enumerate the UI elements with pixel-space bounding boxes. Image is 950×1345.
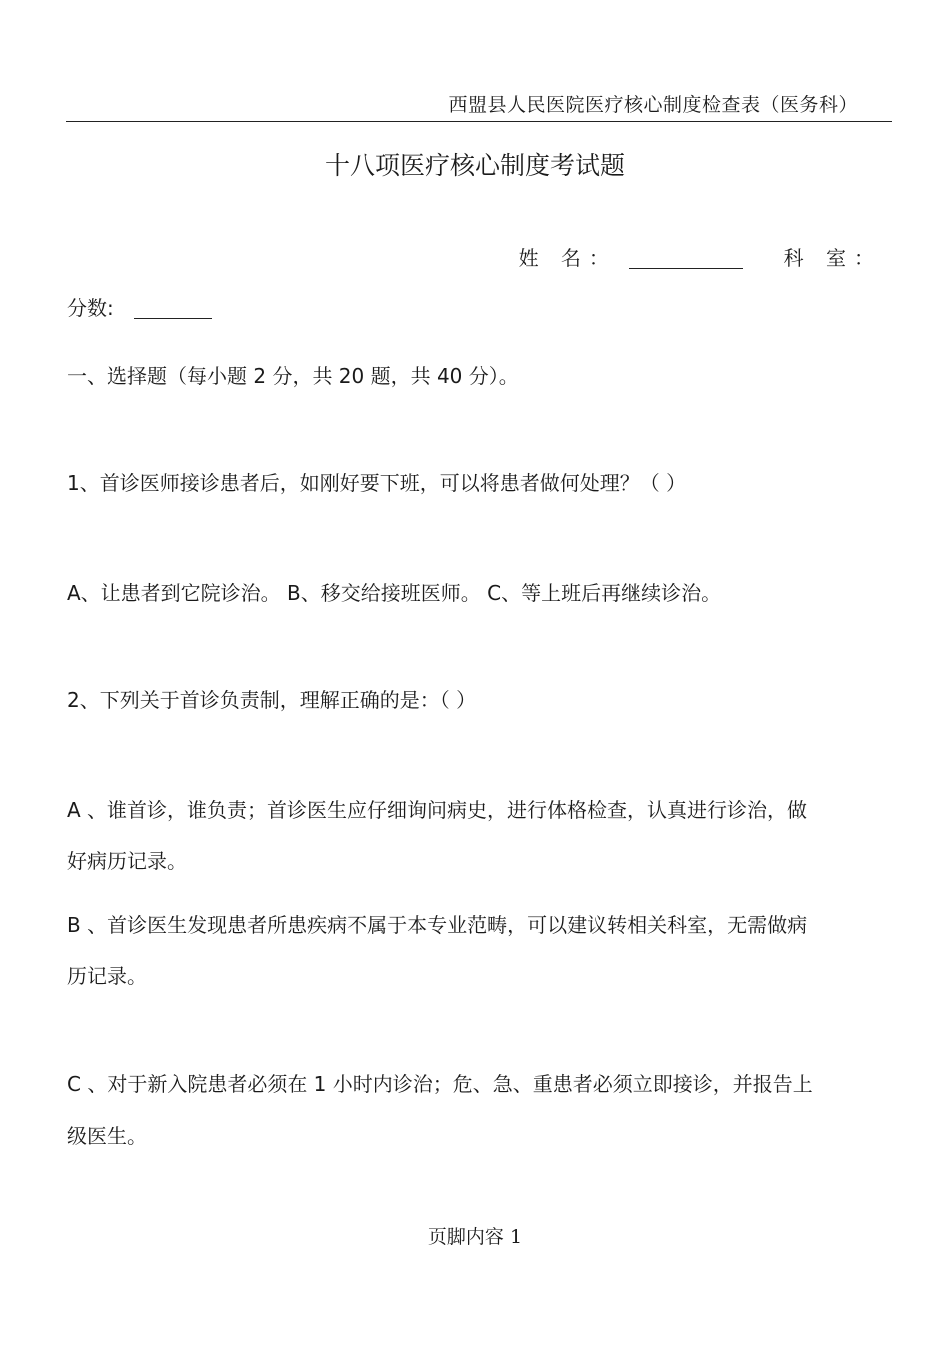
- name-blank: [629, 248, 743, 269]
- page-footer: 页脚内容 1: [427, 1226, 523, 1248]
- question-1-stem: 1、首诊医师接诊患者后，如刚好要下班，可以将患者做何处理？（ ）: [67, 471, 687, 495]
- section-heading: 一、选择题（每小题 2 分，共 20 题，共 40 分）。: [67, 364, 519, 388]
- dept-label: 科 室：: [783, 246, 882, 270]
- header-rule: [66, 121, 892, 122]
- score-blank: [134, 298, 212, 319]
- question-2-option-c-cont: 级医生。: [67, 1124, 147, 1148]
- question-2-option-b-cont: 历记录。: [67, 964, 147, 988]
- question-1-options: A、让患者到它院诊治。 B、移交给接班医师。 C、等上班后再继续诊治。: [67, 581, 722, 605]
- name-dept-line: [519, 242, 882, 271]
- question-2-option-c: C 、对于新入院患者必须在 1 小时内诊治；危、急、重患者必须立即接诊，并报告上: [67, 1072, 813, 1096]
- page-title: 十八项医疗核心制度考试题: [324, 151, 625, 180]
- name-label: 姓 名：: [518, 246, 617, 270]
- score-line: [67, 292, 212, 321]
- header-text: 西盟县人民医院医疗核心制度检查表（医务科）: [448, 94, 858, 116]
- question-2-option-b: B 、首诊医生发现患者所患疾病不属于本专业范畴，可以建议转相关科室，无需做病: [67, 913, 808, 937]
- question-2-option-a: A 、谁首诊，谁负责；首诊医生应仔细询问病史，进行体格检查，认真进行诊治，做: [67, 798, 808, 822]
- question-2-stem: 2、下列关于首诊负责制，理解正确的是：（ ）: [67, 688, 477, 712]
- score-label: 分数:: [67, 296, 114, 320]
- question-2-option-a-cont: 好病历记录。: [67, 849, 187, 873]
